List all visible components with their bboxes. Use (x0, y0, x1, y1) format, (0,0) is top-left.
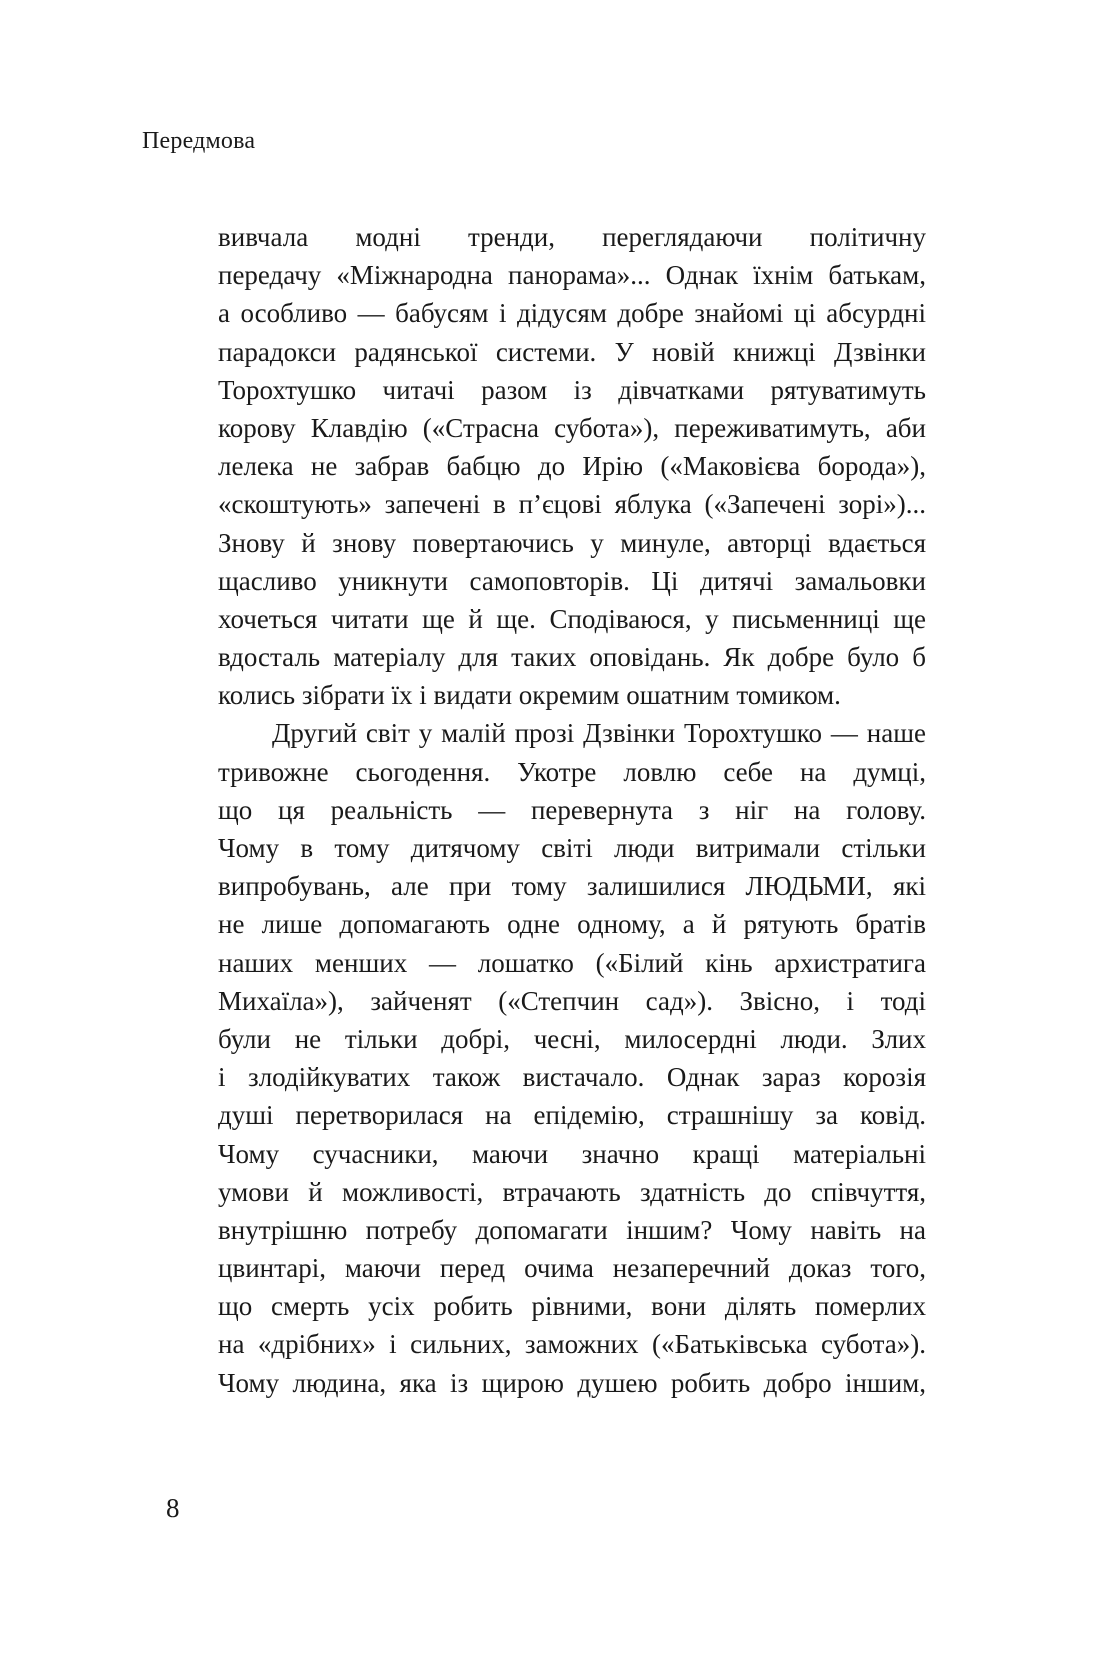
text-line: не лише допомагають одне одному, а й рятують братів (218, 909, 926, 940)
text-line: Чому в тому дитячому світі люди витримали стільки (218, 833, 926, 863)
text-line: корову Клавдію («Страсна субота»), переживатимуть, аби (218, 412, 926, 443)
text-line: випробувань, але при тому залишилися ЛЮДЬМИ, які (218, 871, 926, 902)
text-line: передачу «Міжнародна панорама»... Однак їхнім батькам, (218, 260, 926, 291)
text-line: Михаїла»), зайченят («Степчин сад»). Звісно, і тоді (218, 985, 926, 1016)
text-line: тривожне сьогодення. Укотре ловлю себе на думці, (218, 756, 926, 787)
text-line: були не тільки добрі, чесні, милосердні люди. Злих (218, 1023, 926, 1054)
text-line: душі перетворилася на епідемію, страшнішу за ковід. (218, 1100, 926, 1131)
text-line: щасливо уникнути самоповторів. Ці дитячі замальовки (218, 565, 926, 596)
running-head: Передмова (142, 128, 256, 154)
text-line: цвинтарі, маючи перед очима незаперечний доказ того, (218, 1253, 926, 1284)
text-line: що ця реальність — перевернута з ніг на голову. (218, 794, 926, 825)
page-number: 8 (166, 1493, 180, 1523)
paragraph-first-line: Другий світ у малій прозі Дзвінки Торохтушко — наше (272, 718, 926, 749)
text-line: Чому людина, яка із щирою душею робить добро іншим, (218, 1367, 926, 1398)
text-line: «скоштують» запечені в п’єцові яблука («Запечені зорі»)... (218, 489, 926, 520)
text-line: а особливо — бабусям і дідусям добре знайомі ці абсурдні (218, 298, 926, 329)
text-line: внутрішню потребу допомагати іншим? Чому навіть на (218, 1214, 926, 1245)
body-text (218, 218, 926, 1402)
text-line: наших менших — лошатко («Білий кінь архистратига (218, 947, 926, 978)
text-line: на «дрібних» і сильних, заможних («Батьківська субота»). (218, 1329, 926, 1360)
text-line: і злодійкуватих також вистачало. Однак зараз корозія (218, 1062, 926, 1093)
text-line: вдосталь матеріалу для таких оповідань. Як добре було б (218, 642, 926, 673)
text-line: Торохтушко читачі разом із дівчатками рятуватимуть (218, 374, 926, 405)
text-line: хочеться читати ще й ще. Сподіваюся, у письменниці ще (218, 603, 926, 634)
text-line: колись зібрати їх і видати окремим ошатним томиком. (218, 680, 841, 711)
text-line: Чому сучасники, маючи значно кращі матеріальні (218, 1138, 926, 1169)
text-line: умови й можливості, втрачають здатність до співчуття, (218, 1176, 926, 1207)
text-line: Знову й знову повертаючись у минуле, авторці вдається (218, 527, 926, 558)
text-line: вивчала модні тренди, переглядаючи політичну (218, 222, 926, 252)
text-line: парадокси радянської системи. У новій книжці Дзвінки (218, 336, 926, 367)
text-line: що смерть усіх робить рівними, вони ділять померлих (218, 1291, 926, 1322)
text-line: лелека не забрав бабцю до Ирію («Маковієва борода»), (218, 451, 926, 482)
